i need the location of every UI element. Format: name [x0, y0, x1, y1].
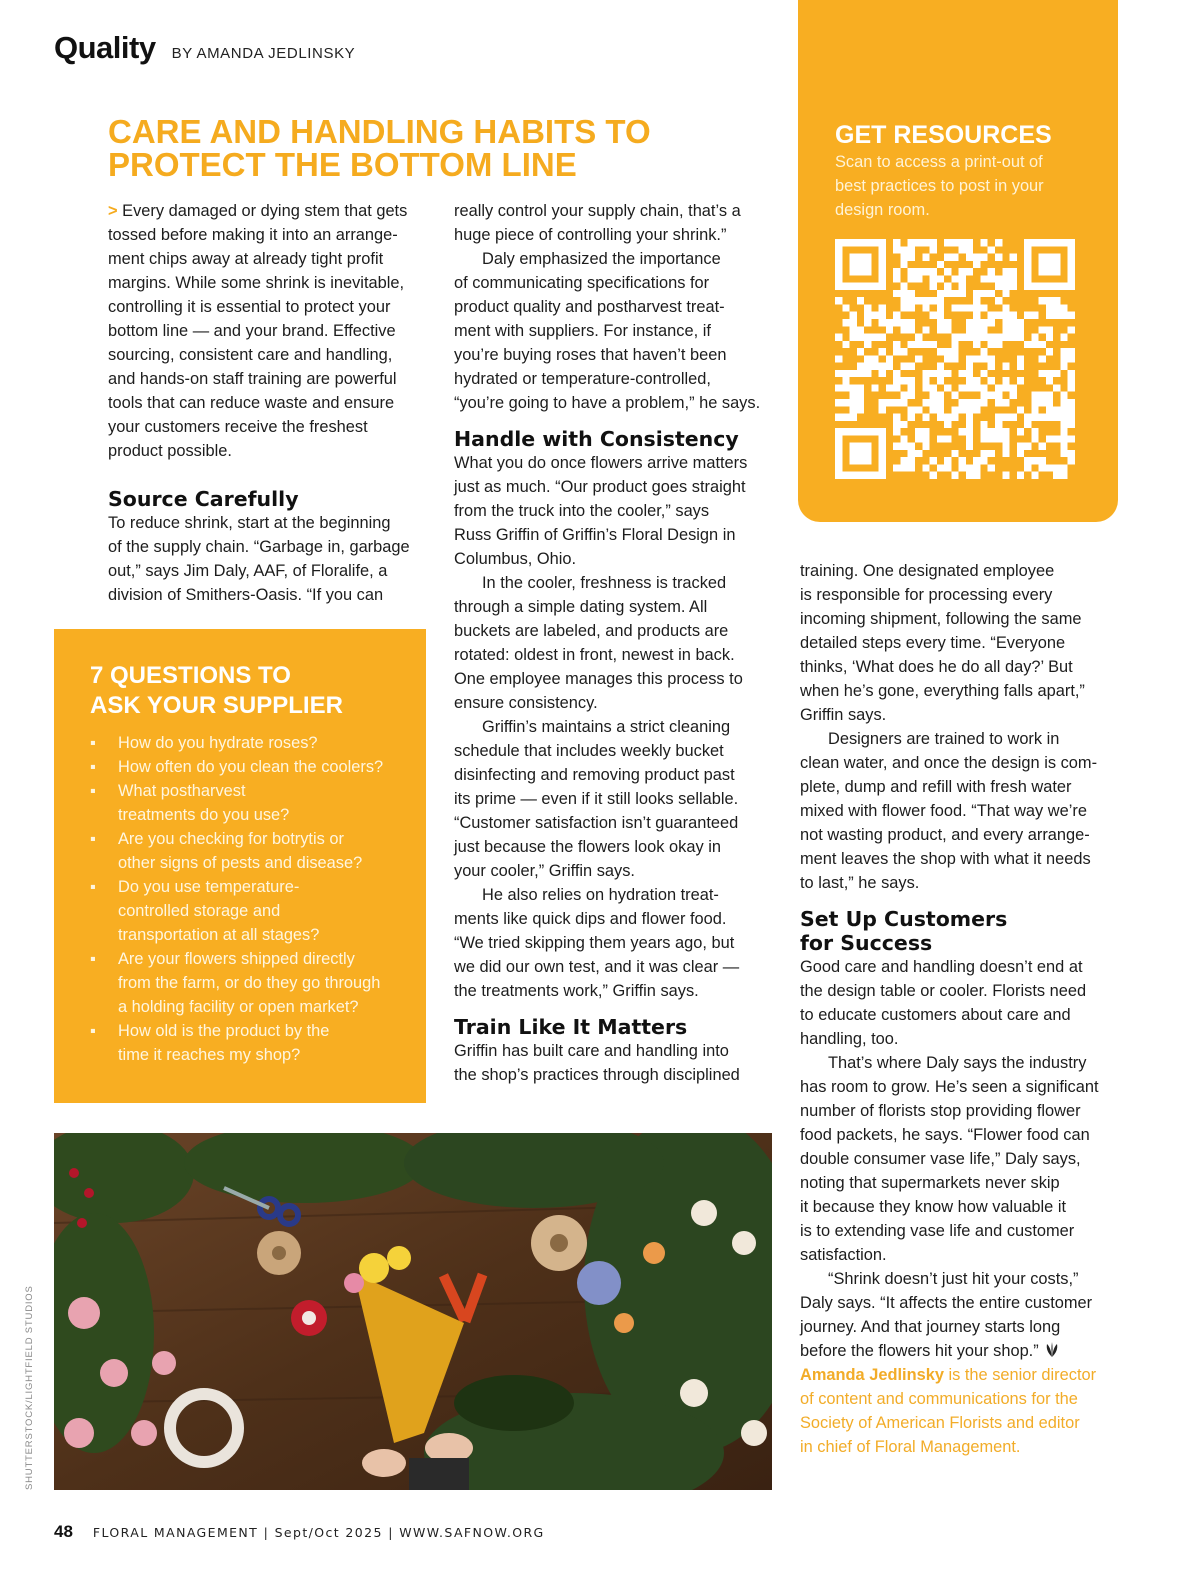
bullet-icon: ▪	[90, 950, 96, 968]
text-line: handling, too.	[800, 1030, 899, 1048]
text-line: Daly emphasized the importance	[482, 250, 721, 268]
text-line: has room to grow. He’s seen a significant	[800, 1078, 1099, 1096]
list-item	[90, 875, 404, 947]
text-line: the treatments work,” Griffin says.	[454, 982, 699, 1000]
author-bio	[800, 1363, 1122, 1459]
question-text: transportation at all stages?	[118, 926, 320, 944]
text-line: the shop’s practices through disciplined	[454, 1066, 740, 1084]
text-line: journey. And that journey starts long	[800, 1318, 1061, 1336]
text-line: To reduce shrink, start at the beginning	[108, 514, 391, 532]
text-line: its prime — even if it still looks sellable.	[454, 790, 739, 808]
questions-sidebar	[54, 629, 426, 1103]
text-line: ments like quick dips and flower food.	[454, 910, 727, 928]
spacer	[108, 463, 430, 487]
list-item	[90, 947, 404, 1019]
text-line: division of Smithers-Oasis. “If you can	[108, 586, 384, 604]
subhead-train-like-it-matters: Train Like It Matters	[454, 1015, 688, 1039]
text-line: satisfaction.	[800, 1246, 887, 1264]
text-line: the design table or cooler. Florists need	[800, 982, 1087, 1000]
paragraph	[454, 1039, 776, 1087]
resources-text	[835, 150, 1096, 222]
text-line: just as much. “Our product goes straight	[454, 478, 746, 496]
text-line: “Customer satisfaction isn’t guaranteed	[454, 814, 739, 832]
text-line: ment chips away at already tight profit	[108, 250, 384, 268]
text-line: not wasting product, and every arrange-	[800, 826, 1090, 844]
text-line: Griffin has built care and handling into	[454, 1042, 729, 1060]
bullet-icon: ▪	[90, 782, 96, 800]
paragraph	[454, 571, 776, 715]
qr-code-icon[interactable]	[833, 239, 1077, 479]
list-item	[90, 827, 404, 875]
paragraph	[454, 451, 776, 571]
text-line: Designers are trained to work in	[828, 730, 1060, 748]
resources-title: GET RESOURCES	[835, 121, 1052, 149]
question-text: How often do you clean the coolers?	[118, 758, 384, 776]
text-line: What you do once flowers arrive matters	[454, 454, 748, 472]
subhead-line: for Success	[800, 931, 933, 955]
spacer	[454, 415, 776, 427]
text-line: clean water, and once the design is com-	[800, 754, 1098, 772]
text-line: through a simple dating system. All	[454, 598, 708, 616]
text-line: of the supply chain. “Garbage in, garbage	[108, 538, 410, 556]
florist-workbench-photo	[54, 1133, 772, 1490]
list-item	[90, 779, 404, 827]
paragraph	[800, 1267, 1122, 1363]
text-line: controlling it is essential to protect your	[108, 298, 391, 316]
text-line: just because the flowers look okay in	[454, 838, 721, 856]
list-item	[90, 731, 404, 755]
text-line: schedule that includes weekly bucket	[454, 742, 724, 760]
author-name: Amanda Jedlinsky	[800, 1366, 944, 1384]
subhead-handle-with-consistency: Handle with Consistency	[454, 427, 739, 451]
text-line: Society of American Florists and editor	[800, 1414, 1080, 1432]
paragraph	[454, 883, 776, 1003]
sidebar-title	[90, 661, 404, 721]
text-line: we did our own test, and it was clear —	[454, 958, 740, 976]
paragraph	[454, 247, 776, 415]
text-line: food packets, he says. “Flower food can	[800, 1126, 1090, 1144]
text-line: really control your supply chain, that’s a	[454, 202, 741, 220]
text-line: Good care and handling doesn’t end at	[800, 958, 1083, 976]
paragraph	[108, 511, 430, 607]
byline: BY AMANDA JEDLINSKY	[171, 45, 356, 62]
question-text: a holding facility or open market?	[118, 998, 359, 1016]
subhead-set-up-customers	[800, 907, 1122, 955]
paragraph	[454, 199, 776, 247]
text-line: product quality and postharvest treat-	[454, 298, 725, 316]
text-line: Daly says. “It affects the entire customer	[800, 1294, 1093, 1312]
text-line: incoming shipment, following the same	[800, 610, 1082, 628]
text-line: noting that supermarkets never skip	[800, 1174, 1060, 1192]
paragraph	[800, 1051, 1122, 1267]
text-line: product possible.	[108, 442, 232, 460]
text-line: hydrated or temperature-controlled,	[454, 370, 711, 388]
text-line: Every damaged or dying stem that gets	[122, 202, 408, 220]
footer-text: FLORAL MANAGEMENT | Sept/Oct 2025 | WWW.SAFNOW.ORG	[92, 1525, 545, 1540]
paragraph	[800, 955, 1122, 1051]
text-line: best practices to post in your	[835, 177, 1044, 195]
text-line: He also relies on hydration treat-	[482, 886, 719, 904]
list-item	[90, 1019, 404, 1067]
page-footer	[54, 1522, 545, 1542]
text-line: “you’re going to have a problem,” he says.	[454, 394, 761, 412]
headline-line: PROTECT THE BOTTOM LINE	[108, 146, 577, 183]
page-number: 48	[54, 1522, 73, 1541]
text-line: of content and communications for the	[800, 1390, 1078, 1408]
bullet-icon: ▪	[90, 734, 96, 752]
text-line: Russ Griffin of Griffin’s Floral Design in	[454, 526, 736, 544]
column-1	[108, 199, 430, 607]
text-line: to last,” he says.	[800, 874, 920, 892]
text-line: tossed before making it into an arrange-	[108, 226, 398, 244]
paragraph	[800, 559, 1122, 727]
text-line: In the cooler, freshness is tracked	[482, 574, 727, 592]
text-line: when he’s gone, everything falls apart,”	[800, 682, 1085, 700]
sidebar-title-line: ASK YOUR SUPPLIER	[90, 692, 343, 719]
text-line: plete, dump and refill with fresh water	[800, 778, 1072, 796]
text-line: margins. While some shrink is inevitable,	[108, 274, 405, 292]
text-line: “We tried skipping them years ago, but	[454, 934, 735, 952]
intro-paragraph	[108, 199, 430, 463]
text-line: rotated: oldest in front, newest in back.	[454, 646, 735, 664]
paragraph	[454, 715, 776, 883]
saf-logo-icon	[1043, 1341, 1061, 1359]
question-text: time it reaches my shop?	[118, 1046, 301, 1064]
question-text: Are you checking for botrytis or	[118, 830, 344, 848]
paragraph	[800, 727, 1122, 895]
sidebar-title-line: 7 QUESTIONS TO	[90, 662, 291, 689]
photo-illustration	[54, 1133, 772, 1490]
text-line: ment leaves the shop with what it needs	[800, 850, 1091, 868]
text-line: disinfecting and removing product past	[454, 766, 735, 784]
text-line: your cooler,” Griffin says.	[454, 862, 635, 880]
text-line: “Shrink doesn’t just hit your costs,”	[828, 1270, 1079, 1288]
text-line: design room.	[835, 201, 930, 219]
question-text: What postharvest	[118, 782, 246, 800]
text-line: sourcing, consistent care and handling,	[108, 346, 393, 364]
article-headline	[108, 115, 748, 181]
text-line: mixed with flower food. “That way we’re	[800, 802, 1087, 820]
text-line: it because they know how valuable it	[800, 1198, 1067, 1216]
text-line: before the flowers hit your shop.”	[800, 1342, 1039, 1360]
text-line: you’re buying roses that haven’t been	[454, 346, 727, 364]
spacer	[800, 895, 1122, 907]
text-line: ensure consistency.	[454, 694, 598, 712]
text-line: buckets are labeled, and products are	[454, 622, 729, 640]
photo-credit: SHUTTERSTOCK/LIGHTFIELD STUDIOS	[24, 1285, 35, 1490]
question-text: from the farm, or do they go through	[118, 974, 381, 992]
page-header	[54, 30, 355, 66]
text-line: Griffin’s maintains a strict cleaning	[482, 718, 731, 736]
text-line: training. One designated employee	[800, 562, 1055, 580]
text-line: is the senior director	[943, 1366, 1097, 1384]
subhead-source-carefully: Source Carefully	[108, 487, 299, 511]
subhead-line: Set Up Customers	[800, 907, 1008, 931]
text-line: and hands-on staff training are powerful	[108, 370, 397, 388]
headline-line: CARE AND HANDLING HABITS TO	[108, 113, 651, 150]
text-line: ment with suppliers. For instance, if	[454, 322, 711, 340]
spacer	[454, 1003, 776, 1015]
text-line: bottom line — and your brand. Effective	[108, 322, 396, 340]
text-line: Scan to access a print-out of	[835, 153, 1043, 171]
chevron-right-icon: >	[108, 202, 118, 220]
questions-list	[90, 731, 404, 1067]
text-line: of communicating specifications for	[454, 274, 710, 292]
question-text: controlled storage and	[118, 902, 281, 920]
list-item	[90, 755, 404, 779]
question-text: Are your flowers shipped directly	[118, 950, 355, 968]
text-line: Columbus, Ohio.	[454, 550, 577, 568]
text-line: is to extending vase life and customer	[800, 1222, 1075, 1240]
text-line: in chief of Floral Management.	[800, 1438, 1021, 1456]
question-text: treatments do you use?	[118, 806, 290, 824]
text-line: from the truck into the cooler,” says	[454, 502, 710, 520]
bullet-icon: ▪	[90, 878, 96, 896]
column-3	[800, 559, 1122, 1459]
question-text: How do you hydrate roses?	[118, 734, 318, 752]
bullet-icon: ▪	[90, 758, 96, 776]
bullet-icon: ▪	[90, 1022, 96, 1040]
text-line: your customers receive the freshest	[108, 418, 368, 436]
text-line: tools that can reduce waste and ensure	[108, 394, 395, 412]
text-line: out,” says Jim Daly, AAF, of Floralife, a	[108, 562, 388, 580]
text-line: Griffin says.	[800, 706, 887, 724]
bullet-icon: ▪	[90, 830, 96, 848]
question-text: other signs of pests and disease?	[118, 854, 363, 872]
text-line: huge piece of controlling your shrink.”	[454, 226, 727, 244]
text-line: That’s where Daly says the industry	[828, 1054, 1087, 1072]
column-2	[454, 199, 776, 1087]
text-line: thinks, ‘What does he do all day?’ But	[800, 658, 1073, 676]
section-title: Quality	[54, 30, 156, 65]
text-line: double consumer vase life,” Daly says,	[800, 1150, 1081, 1168]
text-line: number of florists stop providing flower	[800, 1102, 1081, 1120]
question-text: How old is the product by the	[118, 1022, 330, 1040]
text-line: One employee manages this process to	[454, 670, 743, 688]
text-line: to educate customers about care and	[800, 1006, 1071, 1024]
text-line: detailed steps every time. “Everyone	[800, 634, 1066, 652]
text-line: is responsible for processing every	[800, 586, 1053, 604]
question-text: Do you use temperature-	[118, 878, 300, 896]
